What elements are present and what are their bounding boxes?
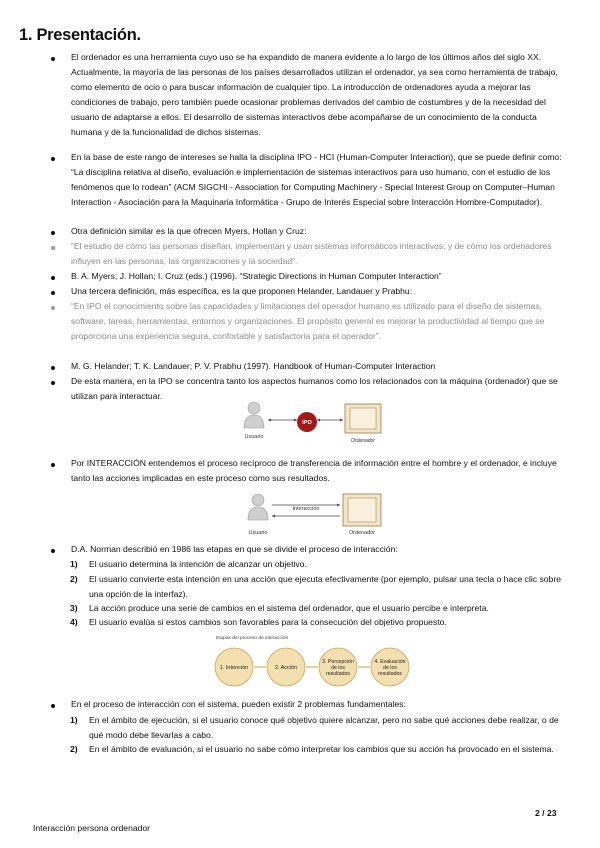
computer-icon xyxy=(345,404,381,433)
bullet xyxy=(51,549,55,553)
norman-step: El usuario determina la intención de alcanzar un objetivo. xyxy=(89,559,307,569)
fig2-arrow-label: Interacción xyxy=(292,506,320,512)
paragraph-intro: El ordenador es una herramienta cuyo uso se ha expandido de manera evidente a lo largo de los últimos años del siglo XX. Actualmente, la mayoría de las personas de los países desarrollados utilizan el ordenador, ya sea como herramienta de trabajo, como elemento de ocio o para buscar información de cualquier tipo. La introducción de ordenadores ayuda a mejorar las condiciones de trabajo, pero también puede ocasionar problemas derivados del cambio de costumbres y de la necesidad del usuario de adaptarse a ellos. El desarrollo de sistemas interactivos debe acompañarse de un conocimiento de la conducta humana y de la funcionalidad de dichos sistemas. xyxy=(71,52,558,137)
stage-label: resultados xyxy=(326,671,350,677)
fig1-ipo-label: IPO xyxy=(302,420,312,426)
bullet xyxy=(51,157,55,161)
problem-item: En el ámbito de ejecución, si el usuario conoce qué objetivo quiere alcanzar, pero no sabe qué acciones debe realizar, o de qué modo debe llevarlas a cabo. xyxy=(89,715,559,740)
citation-myers: B. A. Myers; J. Hollan; I. Cruz (eds.) (1996). “Strategic Directions in Human Computer Interaction” xyxy=(71,271,442,281)
bullet xyxy=(51,306,55,310)
fig2-computer-label: Ordenador xyxy=(348,530,376,536)
stage-label: de los xyxy=(383,665,397,671)
paragraph-norman: D.A. Norman describió en 1986 las etapas en que se divide el proceso de interacción: xyxy=(71,544,398,554)
stage-label: de los xyxy=(331,665,345,671)
stage-label: 3. Percepción xyxy=(322,659,354,665)
computer-icon xyxy=(343,494,381,526)
stage-label: 2. Acción xyxy=(274,665,298,671)
quote-myers: “El estudio de cómo las personas diseñan, implementan y usan sistemas informáticos interactivos; y de cómo los ordenadores influyen en las personas, las organizaciones y la sociedad”. xyxy=(71,241,552,266)
bullet xyxy=(51,231,55,235)
footer-doc-title: Interacción persona ordenador xyxy=(33,823,151,833)
problem-number: 1) xyxy=(70,715,78,725)
step-number: 2) xyxy=(70,574,78,584)
fig1-user-label: Usuario xyxy=(244,434,264,440)
paragraph-ipo-aspects: De esta manera, en la IPO se concentra tanto los aspectos humanos como los relacionados con la máquina (ordenador) que se utilizan para interactuar. xyxy=(71,376,558,401)
section-title: 1. Presentación. xyxy=(19,26,141,44)
stage-label: resultados xyxy=(378,671,402,677)
problem-number: 2) xyxy=(70,744,78,754)
bullet xyxy=(51,704,55,708)
bullet xyxy=(51,291,55,295)
user-icon xyxy=(244,402,264,428)
step-number: 1) xyxy=(70,559,78,569)
bullet xyxy=(51,463,55,467)
bullet xyxy=(51,276,55,280)
norman-step: El usuario evalúa si estos cambios son favorables para la consecución del objetivo propuesto. xyxy=(89,617,447,627)
step-number: 4) xyxy=(70,617,78,627)
problem-item: En el ámbito de evaluación, si el usuario no sabe cómo interpretar los cambios que su acción ha provocado en el sistema. xyxy=(89,744,554,754)
fig3-caption: Etapas del proceso de interacción xyxy=(216,636,289,641)
paragraph-interaccion: Por INTERACCIÓN entendemos el proceso recíproco de transferencia de información entre el hombre y el ordenador, e incluye tanto las acciones implicadas en este proceso como sus resultados. xyxy=(71,458,557,483)
figure-interaction-diagram xyxy=(244,490,394,540)
fig2-user-label: Usuario xyxy=(248,530,268,536)
bullet xyxy=(51,57,55,61)
stage-label: 4. Evaluación xyxy=(374,659,406,665)
citation-helander: M. G. Helander; T. K. Landauer; P. V. Prabhu (1997). Handbook of Human-Computer Interaction xyxy=(71,361,436,371)
bullet xyxy=(51,366,55,370)
figure-ipo-diagram xyxy=(240,398,400,448)
norman-step: La acción produce una serie de cambios en el sistema del ordenador, que el usuario percibe e interpreta. xyxy=(89,603,489,613)
norman-step: El usuario convierte esta intención en una acción que ejecuta efectivamente (por ejemplo, pulsar una tecla o hace clic sobre una opción de la interfaz). xyxy=(89,574,561,599)
stage-label: 1. Intención xyxy=(219,665,249,671)
quote-helander: “En IPO el conocimiento sobre las capacidades y limitaciones del operador humano es utilizado para el diseño de sistemas, software, tareas, herramientas, entornos y organizaciones. El propósito general es mejorar la productividad al tiempo que se proporciona una experiencia segura, confortable y satisfactoria para el operador”. xyxy=(71,301,545,341)
paragraph-hci-definition: En la base de este rango de intereses se halla la disciplina IPO - HCI (Human-Computer Interaction), que se puede definir como: “La disciplina relativa al diseño, evaluación e implementación de sistemas interactivos para uso humano, con el estudio de los fenómenos que lo rodean” (ACM SIGCHI - Association for Computing Machinery - Special Interest Group on Computer–Human Interaction - Asociación para la Maquinaria Informática - Grupo de Interés Especial sobre Interacción Hombre-Computador). xyxy=(71,152,562,207)
user-icon xyxy=(248,494,268,520)
bullet xyxy=(51,246,55,250)
step-number: 3) xyxy=(70,603,78,613)
paragraph-problems: En el proceso de interacción con el sistema, pueden existir 2 problemas fundamentales: xyxy=(71,699,406,709)
figure-interaction-stages xyxy=(212,633,427,691)
bullet xyxy=(51,381,55,385)
page-number: 2 / 23 xyxy=(535,808,557,818)
paragraph-myers: Otra definición similar es la que ofrecen Myers, Hollan y Cruz: xyxy=(71,226,307,236)
fig1-computer-label: Ordenador xyxy=(351,438,375,444)
paragraph-helander: Una tercera definición, más específica, es la que proponen Helander, Landauer y Prabhu: xyxy=(71,286,413,296)
